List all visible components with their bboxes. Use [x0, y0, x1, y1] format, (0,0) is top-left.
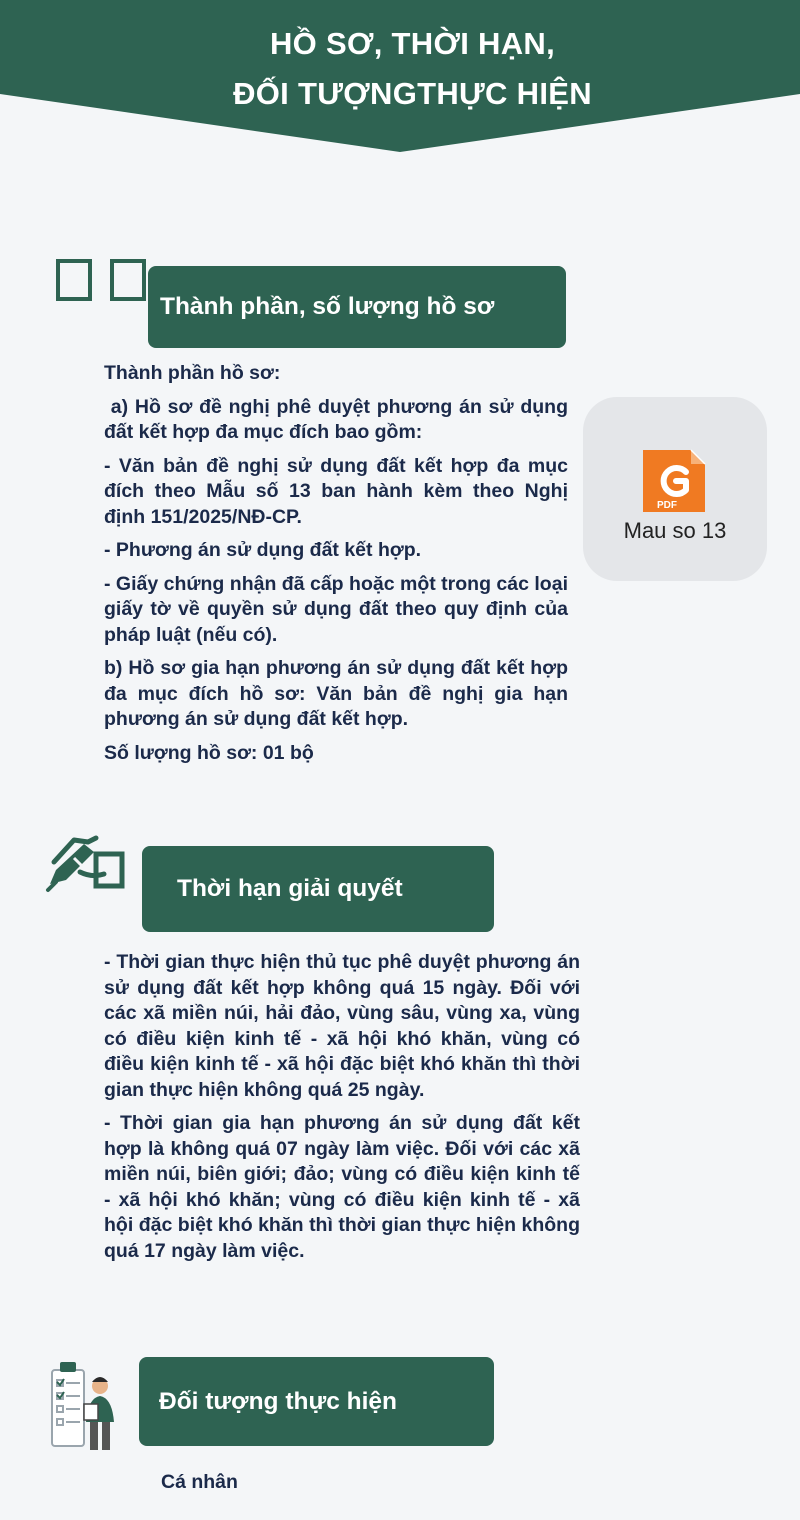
components-item-certificate: - Giấy chứng nhận đã cấp hoặc một trong các loại giấy tờ về quyền sử dụng đất theo quy định của pháp luật (nếu có).	[104, 572, 568, 646]
section-title-deadline-label: Thời hạn giải quyết	[177, 875, 403, 902]
section-title-subjects	[139, 1357, 494, 1446]
section-title-components	[148, 266, 566, 348]
pdf-file-icon[interactable]	[641, 448, 707, 514]
pdf-icon-label: PDF	[657, 500, 677, 511]
components-item-request-letter: - Văn bản đề nghị sử dụng đất kết hợp đa mục đích theo Mẫu số 13 ban hành kèm theo Nghị định 151/2025/NĐ-CP.	[104, 454, 568, 528]
attachment-label[interactable]: Mau so 13	[623, 518, 727, 543]
components-item-b: b) Hồ sơ gia hạn phương án sử dụng đất kết hợp đa mục đích hồ sơ: Văn bản đề nghị gia hạn phương án sử dụng đất kết hợp.	[104, 657, 568, 730]
components-item-a: a) Hồ sơ đề nghị phê duyệt phương án sử dụng đất kết hợp đa mục đích bao gồm:	[104, 395, 574, 443]
page-title-line-1: HỒ SƠ, THỜI HẠN,	[269, 26, 556, 61]
section-title-components-label: Thành phần, số lượng hồ sơ	[160, 293, 495, 320]
deadline-paragraph-2: - Thời gian gia hạn phương án sử dụng đất kết hợp là không quá 07 ngày làm việc. Đối với các xã miền núi, biên giới; đảo; vùng có điều kiện kinh tế - xã hội khó khăn; vùng có điều kiện kinh tế - xã hội đặc biệt khó khăn thì thời gian thực hiện không quá 17 ngày làm việc.	[104, 1112, 580, 1262]
section-title-deadline	[142, 846, 494, 932]
components-item-land-plan: - Phương án sử dụng đất kết hợp.	[104, 539, 422, 561]
section-title-subjects-label: Đối tượng thực hiện	[159, 1387, 397, 1415]
deadline-paragraph-1: - Thời gian thực hiện thủ tục phê duyệt phương án sử dụng đất kết hợp không quá 15 ngày. Đối với các xã miền núi, hải đảo, vùng sâu, vùng xa, vùng có điều kiện kinh tế - xã hội khó khăn, vùng có điều kiện kinh tế - xã hội đặc biệt khó khăn thì thời gian thực hiện không quá 25 ngày.	[104, 951, 580, 1101]
page-title-line-2: ĐỐI TƯỢNGTHỰC HIỆN	[233, 76, 592, 111]
deadline-body	[104, 950, 580, 1272]
double-square-icon	[55, 258, 149, 302]
subjects-body: Cá nhân	[161, 1471, 238, 1493]
components-body	[104, 361, 574, 774]
person-checklist-icon	[50, 1360, 122, 1452]
hand-writing-icon	[44, 832, 126, 894]
components-quantity: Số lượng hồ sơ: 01 bộ	[104, 741, 314, 764]
components-heading: Thành phần hồ sơ:	[104, 362, 281, 384]
